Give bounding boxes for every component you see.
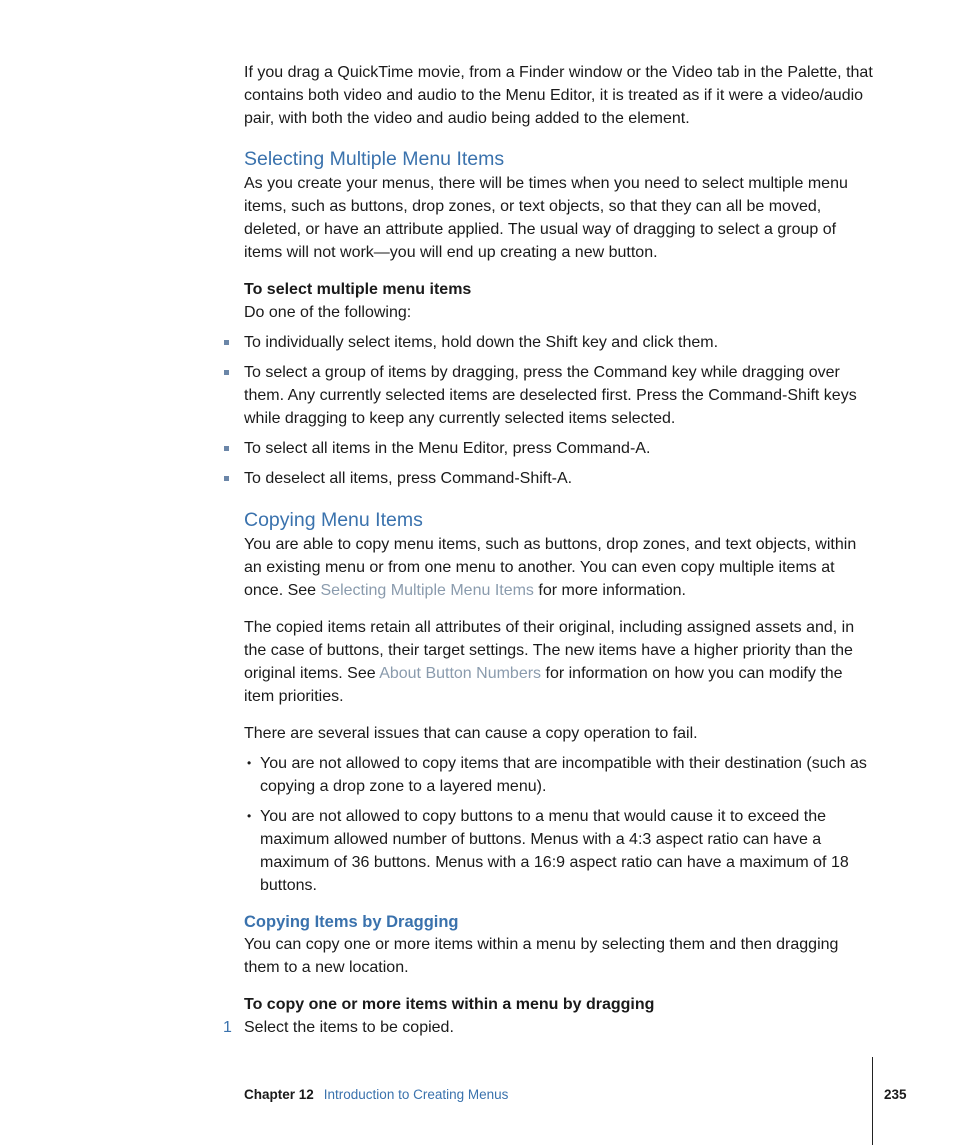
dot-bullet-icon: •	[247, 809, 252, 823]
task-heading-select: To select multiple menu items	[244, 281, 472, 298]
list-item: • You are not allowed to copy buttons to a menu that would cause it to exceed the maximum allowed number of buttons. Menus with a 4:3 aspect ratio can have a maximum of 36 buttons. Menus with a 16:9 aspect ratio can have a maximum of 18 buttons.	[260, 805, 876, 897]
list-item: To individually select items, hold down the Shift key and click them.	[244, 331, 876, 354]
footer-divider	[872, 1057, 873, 1145]
copying-paragraph-2: The copied items retain all attributes of their original, including assigned assets and, in the case of buttons, their target settings. The new items have a higher priority than the original items. See About Button Numbers for information on how you can modify the item priorities.	[244, 619, 855, 705]
dot-bullet-icon: •	[247, 756, 252, 770]
copying-paragraph-1: You are able to copy menu items, such as buttons, drop zones, and text objects, within an existing menu or from one menu to another. You can even copy multiple items at once. See Selecting Multiple Menu Items for more information.	[244, 536, 857, 599]
square-bullet-icon	[224, 370, 229, 375]
step-number: 1	[223, 1019, 232, 1036]
task-intro: Do one of the following:	[244, 304, 412, 321]
chapter-title-link[interactable]: Introduction to Creating Menus	[323, 1087, 509, 1102]
intro-paragraph: If you drag a QuickTime movie, from a Finder window or the Video tab in the Palette, that contains both video and audio to the Menu Editor, it is treated as if it were a video/audio pair, with both the video and audio being added to the element.	[244, 64, 873, 127]
page-footer	[244, 1086, 508, 1104]
list-item: To select a group of items by dragging, press the Command key while dragging over them. Any currently selected items are deselected first. Press the Command-Shift keys while dragging to keep any currently selected items selected.	[244, 361, 876, 430]
list-item: To deselect all items, press Command-Shift-A.	[244, 467, 876, 490]
copying-paragraph-3: There are several issues that can cause a copy operation to fail.	[244, 725, 698, 742]
list-item: To select all items in the Menu Editor, press Command-A.	[244, 437, 876, 460]
copy-issues-list	[244, 752, 876, 897]
square-bullet-icon	[224, 476, 229, 481]
list-item: • You are not allowed to copy items that are incompatible with their destination (such as copying a drop zone to a layered menu).	[260, 752, 876, 798]
chapter-label: Chapter 12	[244, 1087, 314, 1102]
section-heading-copying-by-dragging: Copying Items by Dragging	[244, 913, 459, 931]
task-heading-copy: To copy one or more items within a menu by dragging	[244, 996, 655, 1013]
link-selecting-multiple-menu-items[interactable]: Selecting Multiple Menu Items	[320, 582, 534, 599]
select-options-list	[244, 331, 876, 490]
square-bullet-icon	[224, 340, 229, 345]
selecting-paragraph: As you create your menus, there will be times when you need to select multiple menu items, such as buttons, drop zones, or text objects, so that they can all be moved, deleted, or have an attribute applied. The usual way of dragging to select a group of items will not work—you will end up creating a new button.	[244, 175, 848, 261]
page-number: 235	[884, 1087, 907, 1102]
section-heading-copying: Copying Menu Items	[244, 509, 423, 531]
section-heading-selecting: Selecting Multiple Menu Items	[244, 148, 505, 170]
dragging-paragraph: You can copy one or more items within a menu by selecting them and then dragging them to a new location.	[244, 936, 839, 976]
link-about-button-numbers[interactable]: About Button Numbers	[379, 665, 542, 682]
step-item: 1 Select the items to be copied.	[244, 1016, 876, 1039]
square-bullet-icon	[224, 446, 229, 451]
page-content	[223, 61, 876, 1039]
